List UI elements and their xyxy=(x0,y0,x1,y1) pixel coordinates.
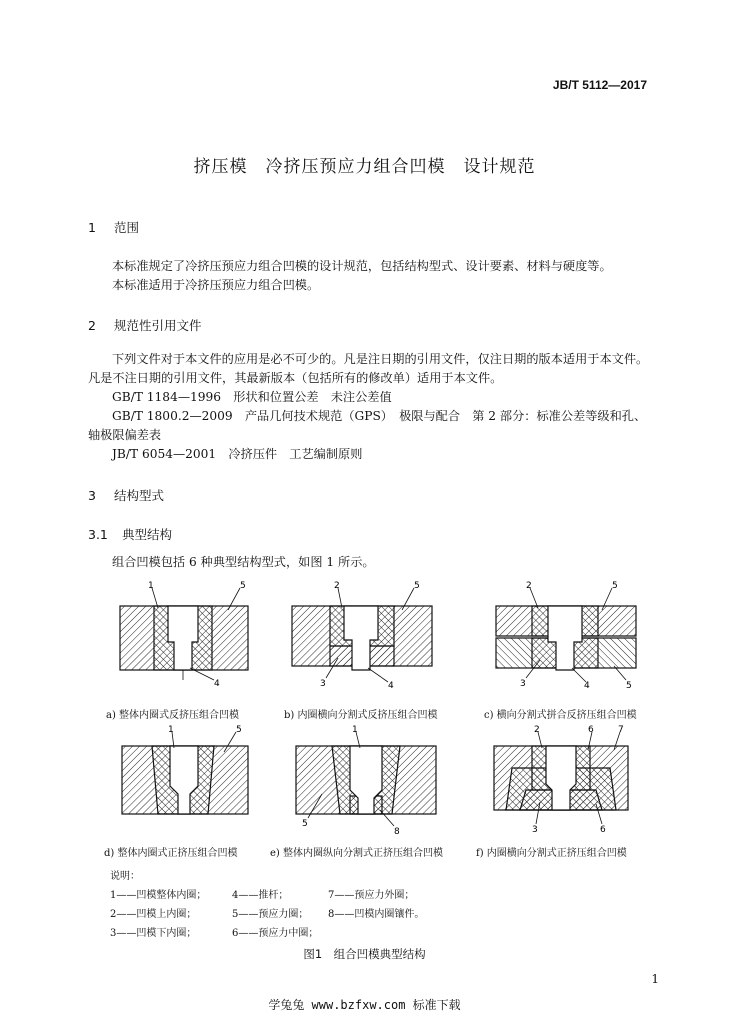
figure-e-label-8: 8 xyxy=(394,827,400,837)
footer-watermark: 学兔兔 www.bzfxw.com 标准下载 xyxy=(268,998,461,1012)
page-number: 1 xyxy=(651,972,659,986)
figure-b-label-3: 3 xyxy=(320,679,326,688)
figure-c-label-2: 2 xyxy=(526,581,532,591)
figure-a-caption: a) 整体内圈式反挤压组合凹模 xyxy=(106,710,240,721)
document-title: 挤压模 冷挤压预应力组合凹模 设计规范 xyxy=(193,157,536,177)
figure-a-label-5: 5 xyxy=(240,581,246,591)
figure-d-label-1: 1 xyxy=(168,725,174,735)
legend-row: 2——凹模上内圈； 5——预应力圈； 8——凹模内圈镶件。 xyxy=(110,909,425,920)
section-1-para-2: 本标准适用于冷挤压预应力组合凹模。 xyxy=(112,278,320,292)
figure-d-drawing xyxy=(112,724,262,824)
legend-row: 1——凹模整体内圈； 4——推杆； 7——预应力外圈； xyxy=(110,890,415,901)
figure-c-label-3: 3 xyxy=(520,679,526,688)
figure-f-caption: f) 内圈横向分割式正挤压组合凹模 xyxy=(476,848,627,859)
subsection-3-1-heading: 3.1 典型结构 xyxy=(88,527,173,542)
legend-title: 说明： xyxy=(110,871,140,882)
standard-number: JB/T 5112—2017 xyxy=(552,78,647,92)
figure-f-drawing xyxy=(484,724,644,839)
figure-d-label-5: 5 xyxy=(236,725,242,735)
figure-f-label-3: 3 xyxy=(532,825,538,835)
reference-2: GB/T 1800.2—2009 产品几何技术规范（GPS） 极限与配合 第 2 部分：标准公差等级和孔、轴极限偏差表 xyxy=(88,409,647,442)
figure-f-label-6: 6 xyxy=(588,725,594,735)
legend xyxy=(110,886,630,943)
section-2-para-1: 下列文件对于本文件的应用是必不可少的。凡是注日期的引用文件，仅注日期的版本适用于本文件。凡是不注日期的引用文件，其最新版本（包括所有的修改单）适用于本文件。 xyxy=(88,352,649,385)
figure-c-label-5: 5 xyxy=(612,581,618,591)
subsection-3-1-text: 组合凹模包括 6 种典型结构型式，如图 1 所示。 xyxy=(112,555,375,569)
figure-b-drawing xyxy=(282,578,442,688)
reference-1: GB/T 1184—1996 形状和位置公差 未注公差值 xyxy=(112,390,392,404)
figure-b-label-4: 4 xyxy=(388,681,394,688)
figure-b-label-2: 2 xyxy=(334,581,340,591)
figure-e-label-5: 5 xyxy=(302,819,308,829)
section-2-heading: 2 规范性引用文件 xyxy=(88,318,202,333)
figure-b-caption: b) 内圈横向分割式反挤压组合凹模 xyxy=(284,710,438,721)
figure-f-label-6b: 6 xyxy=(600,825,606,835)
section-1-para-1: 本标准规定了冷挤压预应力组合凹模的设计规范，包括结构型式、设计要素、材料与硬度等。 xyxy=(112,259,612,273)
figure-title: 图1 组合凹模典型结构 xyxy=(303,947,426,961)
figure-c-label-5b: 5 xyxy=(626,681,632,688)
legend-row: 3——凹模下内圈； 6——预应力中圈； xyxy=(110,928,319,939)
figure-a-label-4: 4 xyxy=(214,679,220,688)
figure-c-caption: c) 横向分割式拼合反挤压组合凹模 xyxy=(484,710,637,721)
figure-c-drawing xyxy=(486,578,646,688)
figure-a-label-1: 1 xyxy=(148,581,154,591)
figure-e-drawing xyxy=(286,724,446,839)
section-3-heading: 3 结构型式 xyxy=(88,488,165,503)
reference-3: JB/T 6054—2001 冷挤压件 工艺编制原则 xyxy=(112,447,363,461)
figure-f-label-2: 2 xyxy=(534,725,540,735)
figure-a-drawing xyxy=(110,578,260,688)
figure-d-caption: d) 整体内圈式正挤压组合凹模 xyxy=(104,848,238,859)
figure-b-label-5: 5 xyxy=(414,581,420,591)
figure-e-caption: e) 整体内圈纵向分割式正挤压组合凹模 xyxy=(270,848,443,859)
figure-f-label-7: 7 xyxy=(618,725,624,735)
figure-c-label-4: 4 xyxy=(584,681,590,688)
figure-e-label-1: 1 xyxy=(352,725,358,735)
section-1-heading: 1 范围 xyxy=(88,220,140,235)
